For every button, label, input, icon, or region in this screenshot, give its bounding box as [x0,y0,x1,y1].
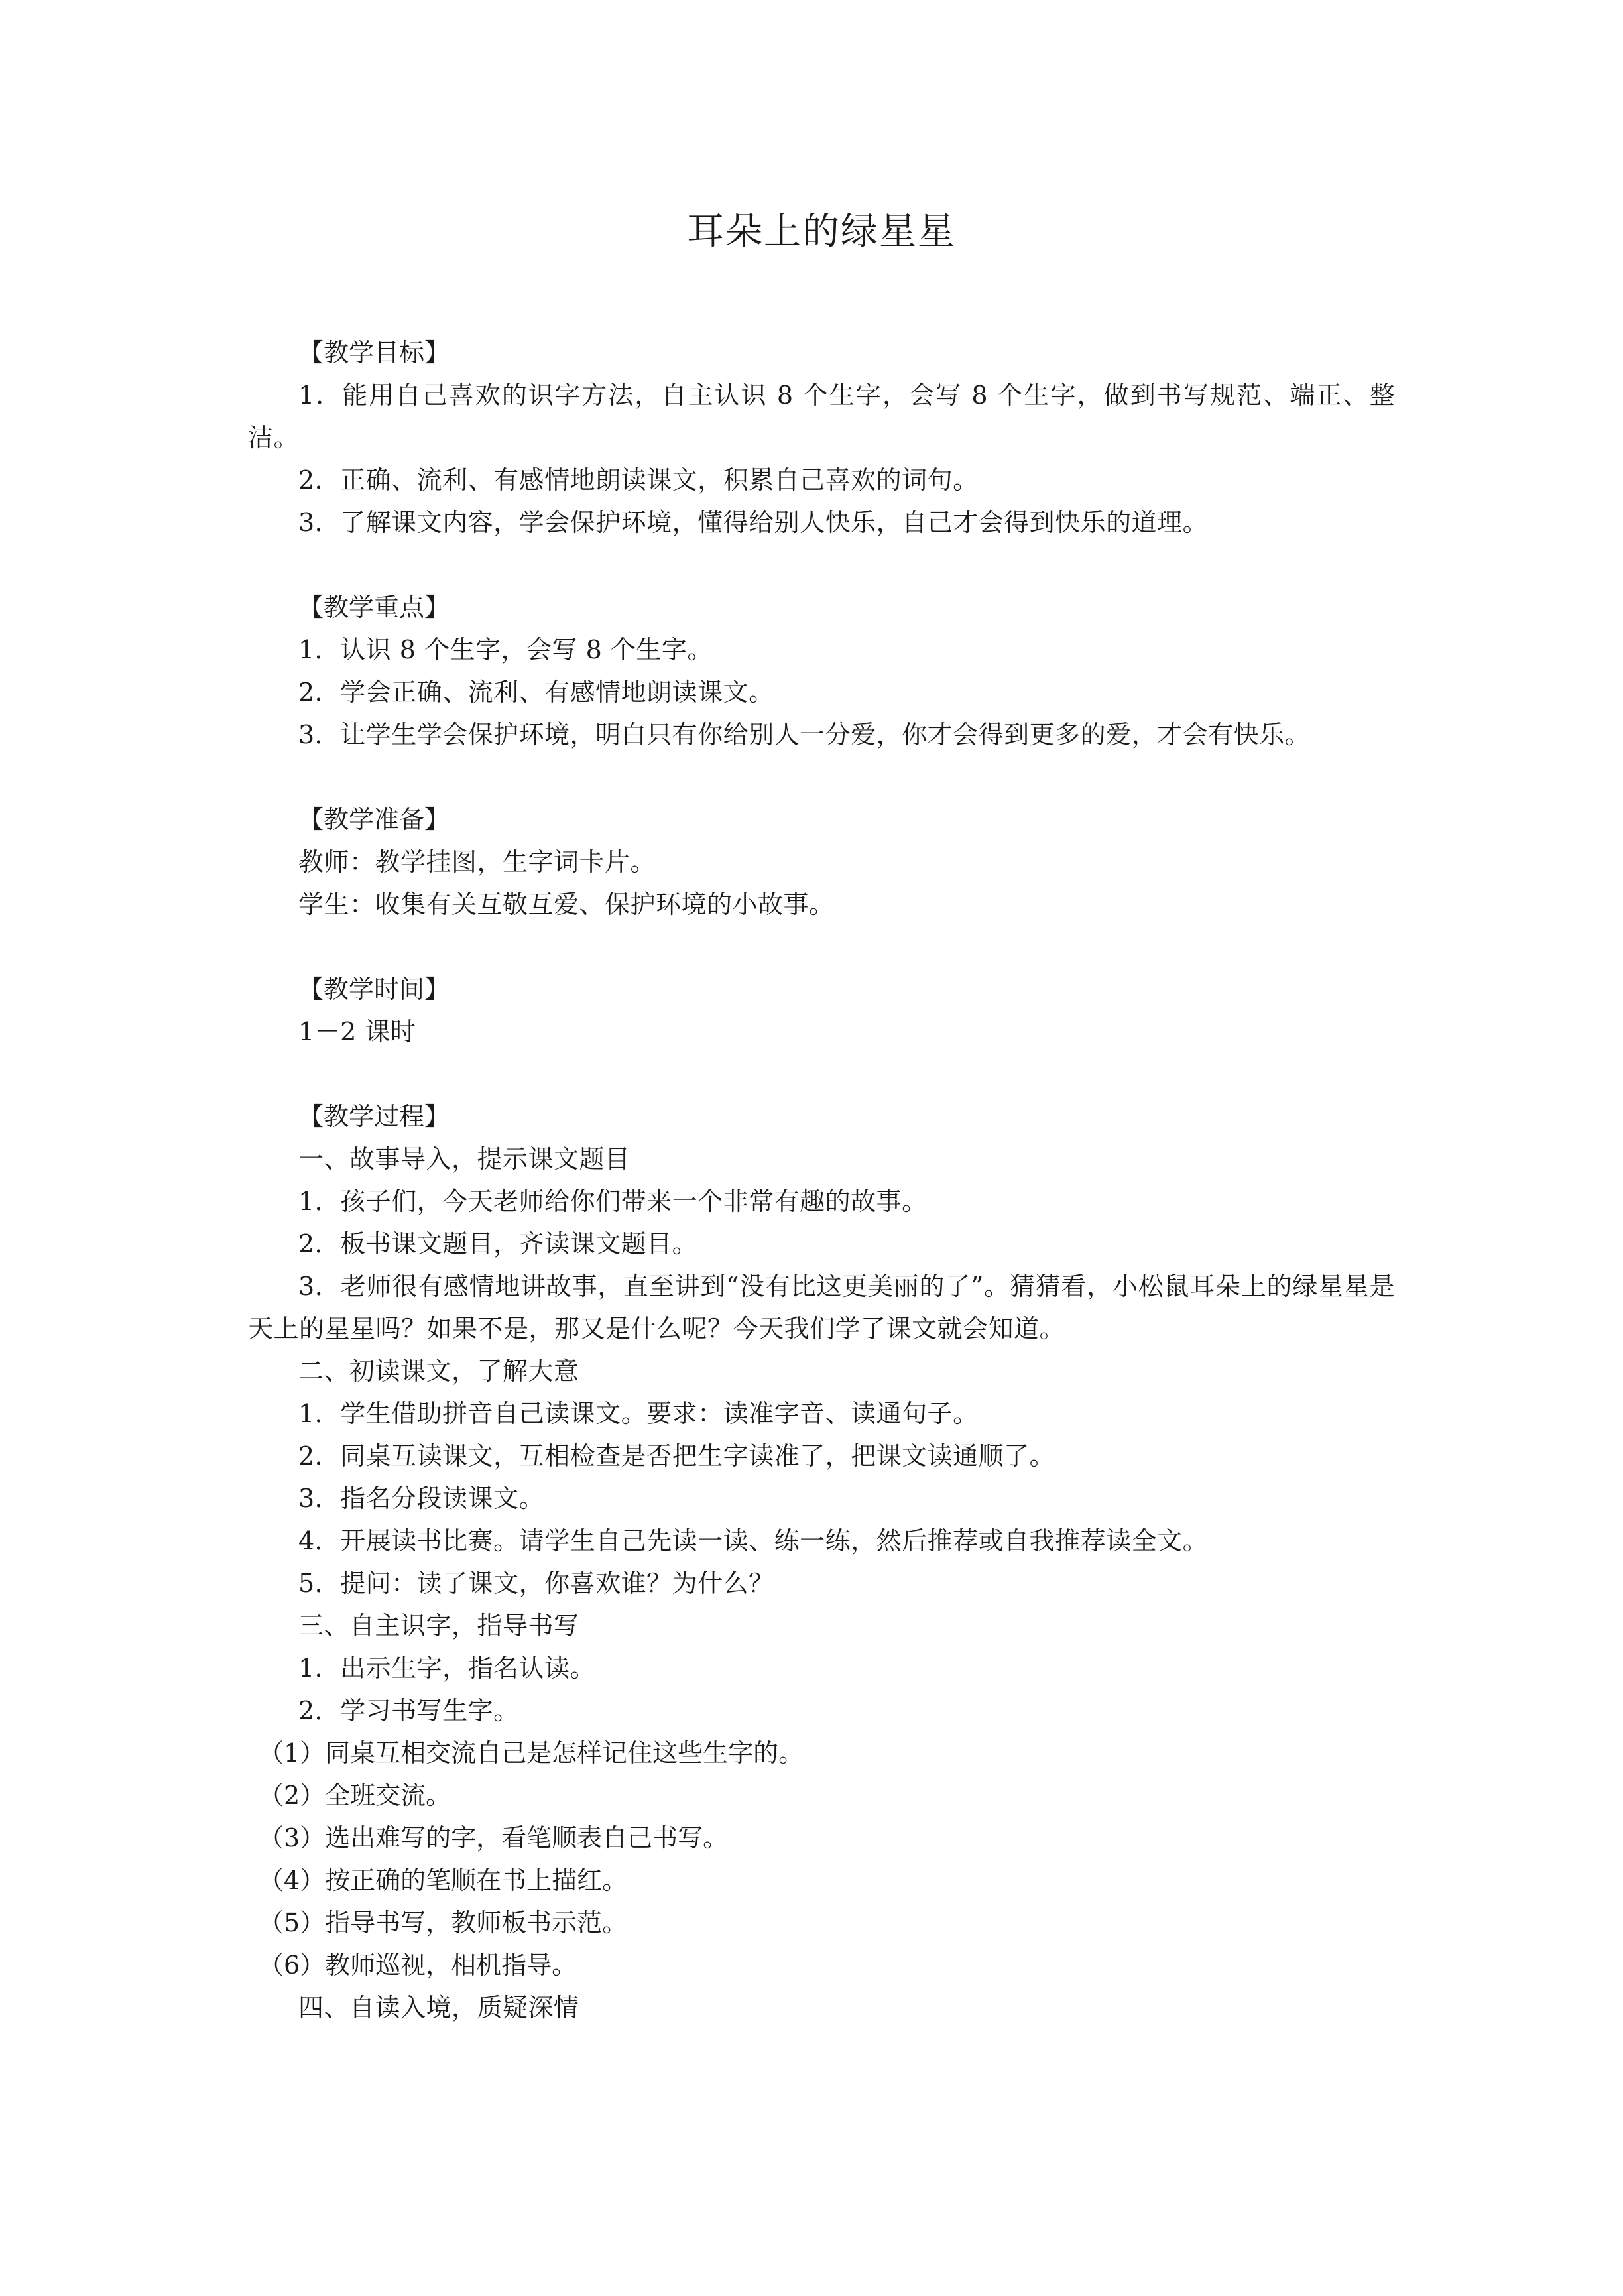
process-subitem: （1）同桌互相交流自己是怎样记住这些生字的。 [259,1738,804,1768]
process-part-title: 二、初读课文，了解大意 [298,1357,579,1386]
section-heading-preparation: 【教学准备】 [298,805,450,834]
preparation-item: 学生：收集有关互敬互爱、保护环境的小故事。 [298,890,835,919]
process-item: 1．学生借助拼音自己读课文。要求：读准字音、读通句子。 [298,1399,979,1428]
key-point-item: 1．认识 8 个生字，会写 8 个生字。 [298,635,713,664]
goal-item: 2．正确、流利、有感情地朗读课文，积累自己喜欢的词句。 [298,465,979,495]
preparation-item: 教师：教学挂图，生字词卡片。 [298,847,656,876]
key-point-item: 3．让学生学会保护环境，明白只有你给别人一分爱，你才会得到更多的爱，才会有快乐。 [298,720,1311,749]
section-heading-goals: 【教学目标】 [298,338,450,367]
process-item: 2．同桌互读课文，互相检查是否把生字读准了，把课文读通顺了。 [298,1441,1055,1471]
section-heading-process: 【教学过程】 [298,1102,450,1131]
section-heading-time: 【教学时间】 [298,975,450,1004]
time-value: 1－2 课时 [298,1017,416,1046]
goal-item: 1．能用自己喜欢的识字方法，自主认识 8 个生字，会写 8 个生字，做到书写规范、端正、整洁。 [248,381,1395,452]
process-item: 1．孩子们，今天老师给你们带来一个非常有趣的故事。 [298,1187,928,1216]
goal-item: 3．了解课文内容，学会保护环境，懂得给别人快乐，自己才会得到快乐的道理。 [298,508,1209,537]
document-title: 耳朵上的绿星星 [687,210,956,253]
process-item: 4．开展读书比赛。请学生自己先读一读、练一练，然后推荐或自我推荐读全文。 [298,1526,1209,1555]
process-item: 1．出示生字，指名认读。 [298,1654,596,1683]
process-subitem: （3）选出难写的字，看笔顺表自己书写。 [259,1823,729,1852]
process-part-title: 一、故事导入，提示课文题目 [298,1144,631,1174]
process-part-title: 四、自读入境，质疑深情 [298,1993,579,2022]
document-page [248,199,1395,2029]
process-subitem: （6）教师巡视，相机指导。 [259,1951,577,1980]
key-point-item: 2．学会正确、流利、有感情地朗读课文。 [298,678,774,707]
process-part-title: 三、自主识字，指导书写 [298,1611,579,1640]
process-item: 2．板书课文题目，齐读课文题目。 [298,1229,698,1258]
process-subitem: （5）指导书写，教师板书示范。 [259,1908,628,1937]
process-item: 2．学习书写生字。 [298,1696,519,1725]
process-item: 5．提问：读了课文，你喜欢谁？为什么？ [298,1569,774,1598]
process-subitem: （4）按正确的笔顺在书上描红。 [259,1866,628,1895]
section-heading-key-points: 【教学重点】 [298,593,450,622]
process-item: 3．指名分段读课文。 [298,1484,545,1513]
process-subitem: （2）全班交流。 [259,1781,451,1810]
process-item: 3．老师很有感情地讲故事，直至讲到“没有比这更美丽的了”。猜猜看，小松鼠耳朵上的绿星星是天上的星星吗？如果不是，那又是什么呢？今天我们学了课文就会知道。 [248,1272,1395,1343]
